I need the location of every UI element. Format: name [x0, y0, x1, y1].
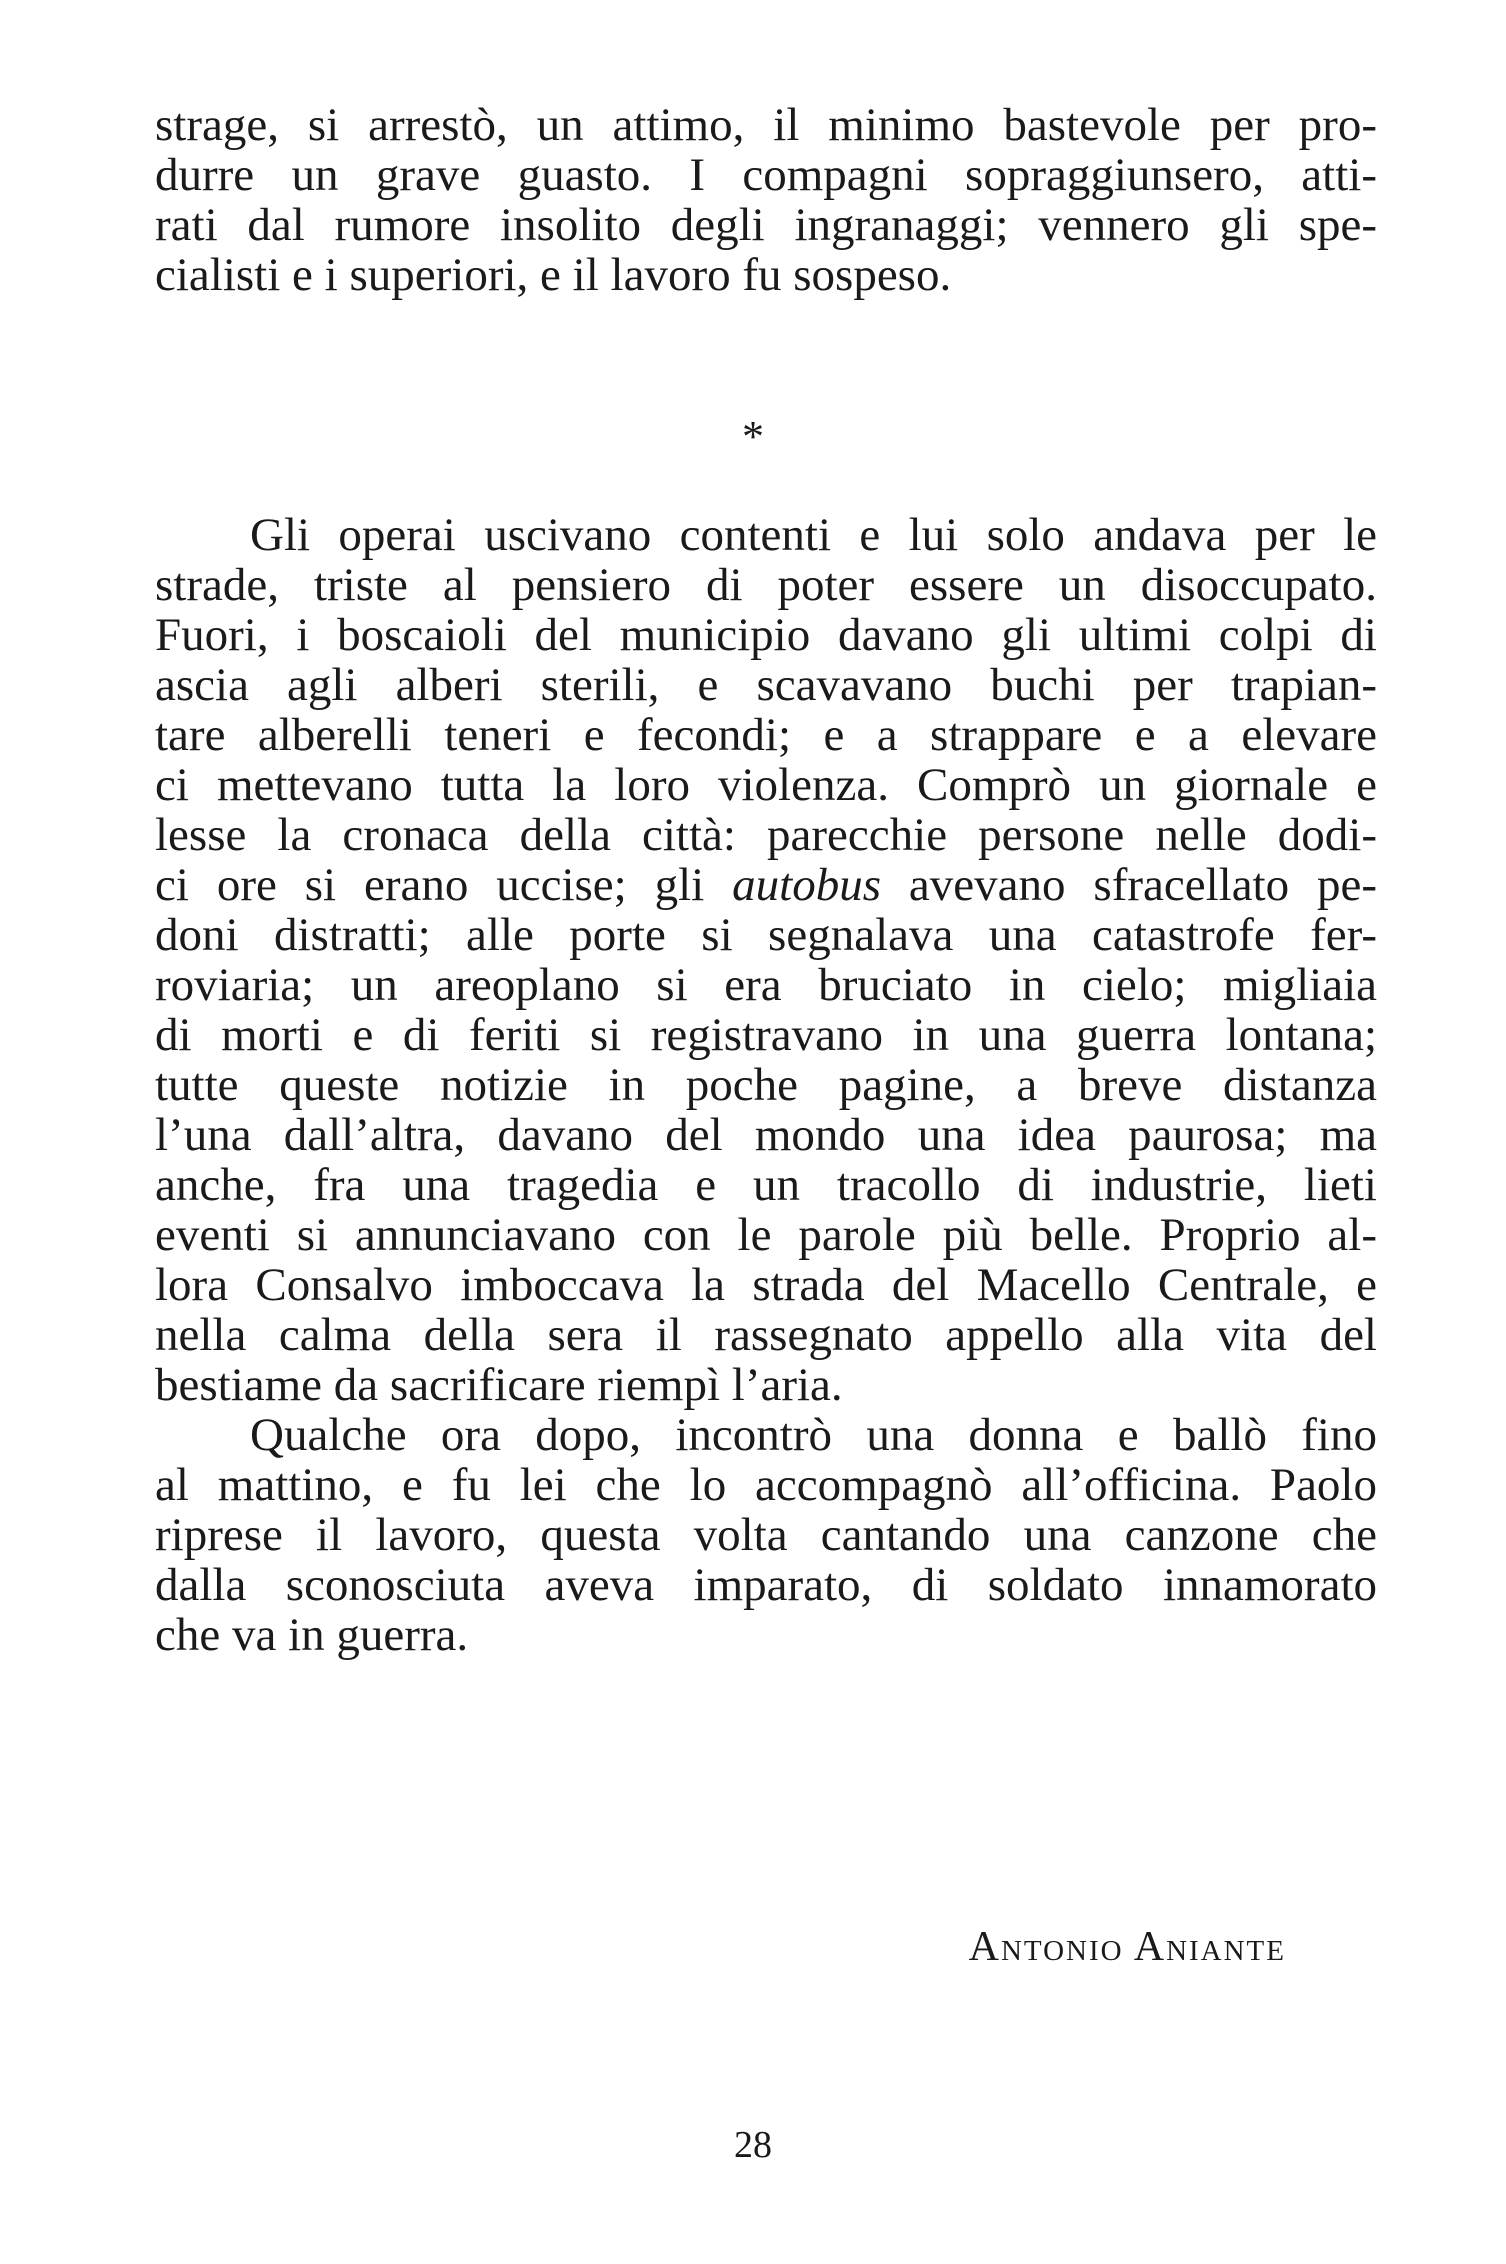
text-line: tutte queste notizie in poche pagine, a breve distanza — [155, 1059, 1377, 1111]
page-number: 28 — [734, 2124, 772, 2166]
text-line: anche, fra una tragedia e un tracollo di industrie, lieti — [155, 1159, 1377, 1211]
text-line: Qualche ora dopo, incontrò una donna e ballò fino — [250, 1409, 1377, 1461]
text-line: doni distratti; alle porte si segnalava una catastrofe fer- — [155, 909, 1377, 961]
text-line: bestiame da sacrificare riempì l’aria. — [155, 1359, 843, 1411]
text-segment: ci ore si erano uccise; gli — [155, 859, 705, 911]
text-line: strage, si arrestò, un attimo, il minimo bastevole per pro- — [155, 99, 1377, 151]
italic-word: autobus — [732, 859, 882, 911]
text-segment: avevano sfracellato pe- — [908, 859, 1378, 911]
text-line: Gli operai uscivano contenti e lui solo andava per le — [250, 509, 1377, 561]
section-separator: * — [742, 412, 764, 461]
text-line: tare alberelli teneri e fecondi; e a strappare e a elevare — [155, 709, 1377, 761]
text-line: ascia agli alberi sterili, e scavavano buchi per trapian- — [155, 659, 1377, 711]
author-signature: Antonio Aniante — [968, 1924, 1286, 1970]
text-line: Fuori, i boscaioli del municipio davano gli ultimi colpi di — [155, 609, 1377, 661]
text-line: di morti e di feriti si registravano in una guerra lontana; — [155, 1009, 1377, 1061]
text-line: al mattino, e fu lei che lo accompagnò all’officina. Paolo — [155, 1459, 1377, 1511]
text-line-with-italic — [155, 860, 1377, 910]
text-line: nella calma della sera il rassegnato appello alla vita del — [155, 1309, 1377, 1361]
text-line: dalla sconosciuta aveva imparato, di soldato innamorato — [155, 1559, 1377, 1611]
text-line: roviaria; un areoplano si era bruciato in cielo; migliaia — [155, 959, 1377, 1011]
text-line: l’una dall’altra, davano del mondo una idea paurosa; ma — [155, 1109, 1377, 1161]
text-line: riprese il lavoro, questa volta cantando una canzone che — [155, 1509, 1377, 1561]
text-line: lora Consalvo imboccava la strada del Macello Centrale, e — [155, 1259, 1377, 1311]
text-line: eventi si annunciavano con le parole più belle. Proprio al- — [155, 1209, 1377, 1261]
text-line: cialisti e i superiori, e il lavoro fu sospeso. — [155, 249, 952, 301]
text-line: che va in guerra. — [155, 1609, 469, 1661]
text-line: rati dal rumore insolito degli ingranaggi; vennero gli spe- — [155, 199, 1377, 251]
text-line: strade, triste al pensiero di poter essere un disoccupato. — [155, 559, 1377, 611]
text-line: lesse la cronaca della città: parecchie persone nelle dodi- — [155, 809, 1377, 861]
text-line: ci mettevano tutta la loro violenza. Comprò un giornale e — [155, 759, 1377, 811]
text-line: durre un grave guasto. I compagni sopraggiunsero, atti- — [155, 149, 1377, 201]
